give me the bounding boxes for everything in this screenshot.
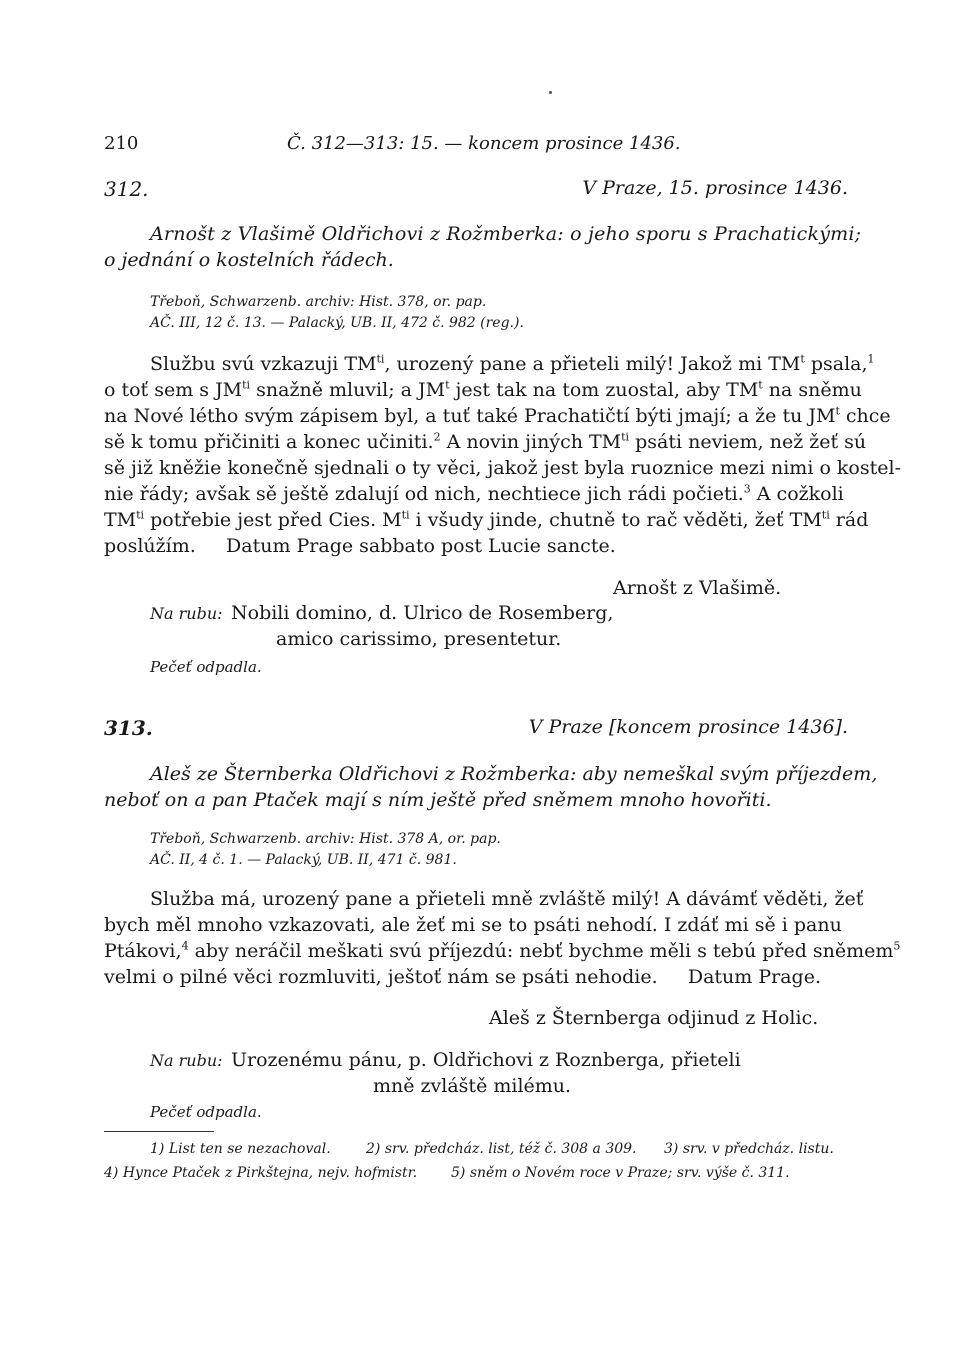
running-title: Č. 312—313: 15. — koncem prosince 1436. xyxy=(287,133,681,154)
letter-312-verso-line-1: Nobili domino, d. Ulrico de Rosemberg, xyxy=(231,602,614,624)
text-run: sě k tomu přičiniti a konec učiniti. xyxy=(104,431,434,453)
letter-312-source-line-2: AČ. III, 12 č. 13. — Palacký, UB. II, 472 č. 982 (reg.). xyxy=(150,315,524,331)
letter-312-place-date: V Praze, 15. prosince 1436. xyxy=(582,177,848,199)
text-run: chce xyxy=(839,405,891,427)
letter-313-verso-label: Na rubu: xyxy=(150,1051,223,1070)
text-run: psala, xyxy=(804,353,868,375)
letter-313-seal-note: Pečeť odpadla. xyxy=(150,1103,262,1121)
letter-312-body-line-6 xyxy=(104,482,844,507)
letter-313-verso-line-1: Urozenému pánu, p. Oldřichovi z Roznberga, přieteli xyxy=(231,1049,741,1071)
letter-312-body-line-1 xyxy=(150,352,875,377)
letter-312-regest-line-1: Arnošt z Vlašimě Oldřichovi z Rožmberka: o jeho sporu s Prachatickými; xyxy=(150,223,862,245)
letter-313-body-line-1: Služba má, urozený pane a přieteli mně zvláště milý! A dávámť věděti, žeť xyxy=(150,888,864,910)
superscript: ti xyxy=(621,430,630,444)
letter-312-body-line-5: sě již kněžie konečně sjednali o ty věci, jakož jest byla ruoznice mezi nimi o kostel- xyxy=(104,457,901,479)
superscript: ti xyxy=(821,508,830,522)
text-run: Službu svú vzkazuji TM xyxy=(150,353,377,375)
letter-312-body-line-3 xyxy=(104,404,891,429)
footnote-2: 2) srv. předcház. list, též č. 308 a 309. xyxy=(366,1141,637,1157)
superscript: t xyxy=(800,352,805,366)
text-run: na sněmu xyxy=(762,379,862,401)
letter-312-regest-line-2: o jednání o kostelních řádech. xyxy=(104,249,394,271)
text-run: o toť sem s JM xyxy=(104,379,243,401)
footnote-4: 4) Hynce Ptaček z Pirkštejna, nejv. hofmistr. xyxy=(104,1165,418,1181)
text-run: na Nové létho svým zápisem byl, a tuť také Prachatičtí býti jmají; a že tu JM xyxy=(104,405,836,427)
footnote-rule xyxy=(104,1131,214,1132)
text-run: snažně mluvil; a JM xyxy=(250,379,446,401)
letter-313-place-date: V Praze [koncem prosince 1436]. xyxy=(528,716,848,738)
letter-312-number: 312. xyxy=(104,177,149,201)
superscript: t xyxy=(835,404,840,418)
letter-313-signature: Aleš z Šternberga odjinud z Holic. xyxy=(489,1007,819,1029)
letter-312-body-line-7 xyxy=(104,508,868,533)
letter-313-body-line-2: bych měl mnoho vzkazovati, ale žeť mi se to psáti nehodí. I zdáť mi sě i panu xyxy=(104,914,842,936)
text-run: i všudy jinde, chutně to rač věděti, žeť TM xyxy=(409,509,822,531)
letter-313-regest-line-2: neboť on a pan Ptaček mají s ním ještě před sněmem mnoho hovořiti. xyxy=(104,789,772,811)
text-run: A novin jiných TM xyxy=(440,431,622,453)
text-run: potřebie jest před Cies. M xyxy=(144,509,402,531)
footnote-ref: 3 xyxy=(743,482,751,496)
letter-312-source-line-1: Třeboň, Schwarzenb. archiv: Hist. 378, or. pap. xyxy=(150,294,487,310)
letter-313-body-line-3 xyxy=(104,939,900,964)
letter-312-signature: Arnošt z Vlašimě. xyxy=(613,577,782,599)
letter-313-verso-line-2: mně zvláště milému. xyxy=(373,1075,572,1097)
letter-313-regest-line-1: Aleš ze Šternberka Oldřichovi z Rožmberka: aby nemeškal svým příjezdem, xyxy=(150,763,878,785)
text-run: A cožkoli xyxy=(750,483,844,505)
footnote-ref: 2 xyxy=(433,430,441,444)
page-number: 210 xyxy=(104,133,139,154)
letter-312-verso-label: Na rubu: xyxy=(150,604,223,623)
text-run: nie řády; avšak sě ještě zdalují od nich, nechtiece jich rádi počieti. xyxy=(104,483,744,505)
text-run: aby neráčil meškati svú příjezdú: nebť bychme měli s tebú před sněmem xyxy=(188,940,894,962)
text-run: Ptákovi, xyxy=(104,940,182,962)
letter-312-body-line-4 xyxy=(104,430,866,455)
footnote-ref: 1 xyxy=(867,352,875,366)
footnote-3: 3) srv. v předcház. listu. xyxy=(664,1141,834,1157)
text-run: psáti neviem, než žeť sú xyxy=(629,431,867,453)
footnote-ref: 5 xyxy=(893,939,901,953)
letter-312-body-line-2 xyxy=(104,378,862,403)
text-run: , urozený pane a přieteli milý! Jakož mi TM xyxy=(384,353,801,375)
footnote-5: 5) sněm o Novém roce v Praze; srv. výše č. 311. xyxy=(451,1165,790,1181)
superscript: t xyxy=(758,378,763,392)
letter-313-source-line-2: AČ. II, 4 č. 1. — Palacký, UB. II, 471 č. 981. xyxy=(150,852,457,868)
letter-312-seal-note: Pečeť odpadla. xyxy=(150,658,262,676)
superscript: ti xyxy=(401,508,410,522)
letter-312-verso-line-2: amico carissimo, presentetur. xyxy=(276,628,562,650)
text-run: TM xyxy=(104,509,137,531)
text-run: jest tak na tom zuostal, aby TM xyxy=(449,379,759,401)
superscript: ti xyxy=(242,378,251,392)
superscript: t xyxy=(445,378,450,392)
superscript: ti xyxy=(136,508,145,522)
print-speck xyxy=(549,91,552,94)
footnote-1: 1) List ten se nezachoval. xyxy=(150,1141,331,1157)
letter-313-source-line-1: Třeboň, Schwarzenb. archiv: Hist. 378 A, or. pap. xyxy=(150,831,501,847)
footnote-ref: 4 xyxy=(181,939,189,953)
letter-312-body-line-8: poslúžím. Datum Prage sabbato post Lucie sancte. xyxy=(104,535,616,557)
letter-313-number: 313. xyxy=(104,716,153,740)
letter-313-body-line-4: velmi o pilné věci rozmluviti, ještoť nám se psáti nehodie. Datum Prage. xyxy=(104,966,821,988)
superscript: ti xyxy=(376,352,385,366)
text-run: rád xyxy=(829,509,869,531)
